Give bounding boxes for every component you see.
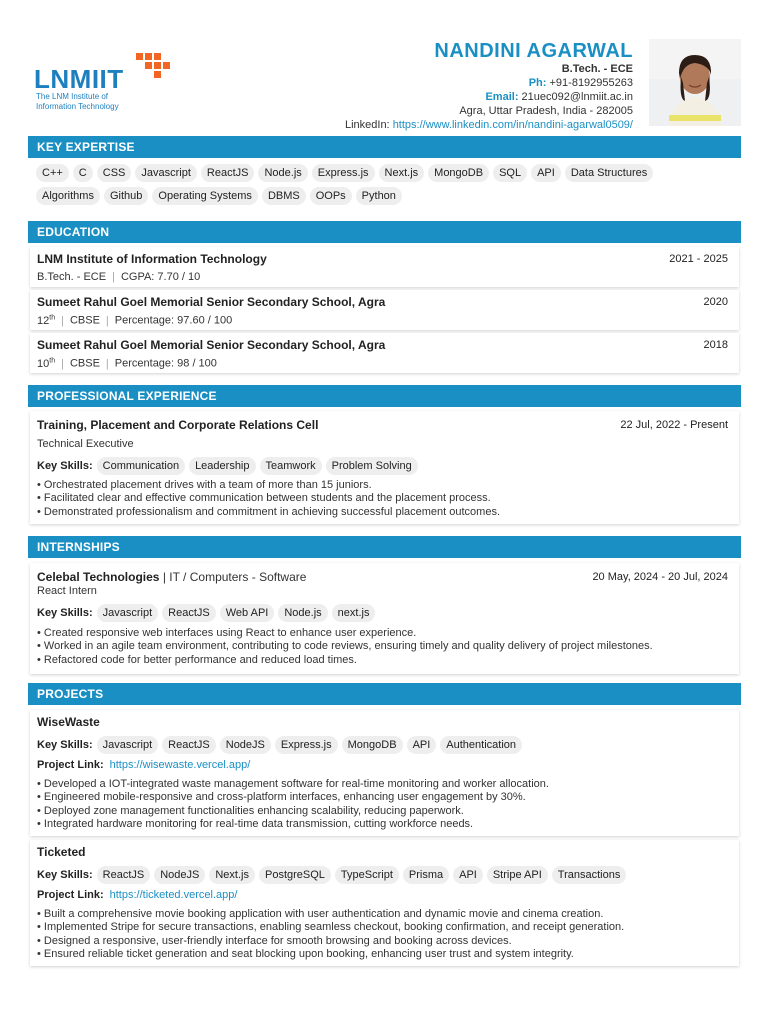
bullet-point: • Built a comprehensive movie booking application with user authentication and dynamic movie and cinema creation. — [37, 908, 604, 920]
experience-org: Training, Placement and Corporate Relations Cell — [37, 418, 319, 432]
section-projects: PROJECTS — [28, 683, 741, 705]
skill-chip: Leadership — [189, 457, 255, 475]
skill-chip: Github — [104, 187, 148, 205]
experience-role: Technical Executive — [37, 438, 134, 450]
skill-chip: API — [453, 866, 483, 884]
internship-bullets — [37, 627, 653, 667]
bullet-point: • Implemented Stripe for secure transactions, enabling seamless checkout, booking confirmation, and receipt generation. — [37, 921, 625, 934]
skill-chip: Algorithms — [36, 187, 100, 205]
skill-chip: Node.js — [278, 604, 327, 622]
phone-value: +91-8192955263 — [549, 77, 633, 89]
skill-chip: NodeJS — [220, 736, 271, 754]
separator: | — [105, 314, 109, 327]
profile-photo — [649, 39, 741, 126]
internship-heading — [37, 570, 306, 584]
skill-chip: NodeJS — [154, 866, 205, 884]
section-key-expertise: KEY EXPERTISE — [28, 136, 741, 158]
skill-chip: Web API — [220, 604, 275, 622]
education-board: CBSE — [69, 357, 100, 370]
internship-key-skills — [37, 604, 379, 627]
linkedin-link[interactable]: https://www.linkedin.com/in/nandini-agarwal0509/ — [392, 119, 633, 131]
project-link-label: Project Link: — [37, 759, 104, 771]
project-key-skills — [37, 866, 630, 889]
separator: | — [61, 357, 64, 370]
project-link[interactable]: https://ticketed.vercel.app/ — [109, 889, 238, 901]
logo-squares-icon — [136, 50, 172, 82]
experience-bullets — [37, 479, 500, 519]
internship-role: React Intern — [37, 585, 97, 597]
logo-text: LNMIIT — [34, 64, 124, 94]
skill-chip: Javascript — [97, 604, 159, 622]
bullet-point: • Engineered mobile-responsive and cross-platform interfaces, enhancing user engagement by 30%. — [37, 791, 526, 804]
internship-domain: | IT / Computers - Software — [162, 570, 307, 584]
key-skills-label: Key Skills: — [37, 460, 93, 472]
skill-chip: ReactJS — [162, 736, 216, 754]
education-score: Percentage: 98 / 100 — [114, 357, 217, 370]
skill-chip: ReactJS — [162, 604, 216, 622]
skill-chip: Express.js — [312, 164, 375, 182]
education-school: Sumeet Rahul Goel Memorial Senior Secondary School, Agra — [37, 295, 386, 309]
skill-chip: Operating Systems — [152, 187, 258, 205]
education-date: 2020 — [703, 296, 728, 308]
lnmiit-logo — [34, 50, 174, 112]
candidate-name: NANDINI AGARWAL — [434, 40, 633, 62]
logo-subtitle — [36, 92, 156, 112]
skill-chip: TypeScript — [335, 866, 399, 884]
email-label: Email: — [485, 91, 519, 103]
skill-chip: MongoDB — [428, 164, 489, 182]
education-score: CGPA: 7.70 / 10 — [120, 271, 201, 283]
skill-chip: Javascript — [97, 736, 159, 754]
project-bullets — [37, 908, 624, 961]
skill-chip: C++ — [36, 164, 69, 182]
skill-chip: Express.js — [275, 736, 338, 754]
expertise-row-1 — [36, 164, 736, 187]
skill-chip: Authentication — [440, 736, 522, 754]
skill-chip: next.js — [332, 604, 376, 622]
skill-chip: Node.js — [258, 164, 307, 182]
separator: | — [112, 271, 115, 283]
skill-chip: Problem Solving — [326, 457, 418, 475]
separator: | — [61, 314, 64, 327]
education-degree: B.Tech. - ECE — [37, 271, 107, 283]
bullet-point: • Orchestrated placement drives with a team of more than 15 juniors. — [37, 479, 372, 491]
email-line — [213, 90, 633, 104]
skill-chip: API — [407, 736, 437, 754]
skill-chip: Transactions — [552, 866, 627, 884]
education-date: 2021 - 2025 — [669, 253, 728, 265]
profile-photo-image — [649, 39, 741, 126]
skill-chip: ReactJS — [201, 164, 255, 182]
skill-chip: MongoDB — [342, 736, 403, 754]
skill-chip: API — [531, 164, 561, 182]
experience-key-skills — [37, 457, 422, 480]
education-board: CBSE — [69, 314, 100, 327]
skill-chip: Prisma — [403, 866, 449, 884]
phone-label: Ph: — [528, 77, 547, 89]
section-internships: INTERNSHIPS — [28, 536, 741, 558]
logo-sub-line-1: The LNM Institute of — [36, 92, 109, 101]
internship-date: 20 May, 2024 - 20 Jul, 2024 — [592, 571, 728, 583]
skill-chip: OOPs — [310, 187, 352, 205]
skill-chip: Stripe API — [487, 866, 548, 884]
key-skills-label: Key Skills: — [37, 739, 93, 751]
skill-chip: Communication — [97, 457, 185, 475]
project-bullets — [37, 778, 549, 831]
linkedin-line — [213, 118, 633, 132]
skill-chip: Javascript — [135, 164, 197, 182]
key-skills-label: Key Skills: — [37, 607, 93, 619]
skill-chip: ReactJS — [97, 866, 151, 884]
project-link-label: Project Link: — [37, 889, 104, 901]
candidate-degree: B.Tech. - ECE — [561, 63, 633, 75]
education-details — [37, 271, 200, 283]
key-skills-label: Key Skills: — [37, 869, 93, 881]
bullet-point: • Deployed zone management functionalities enhancing scalability, reducing paperwork. — [37, 804, 464, 817]
bullet-point: • Demonstrated professionalism and commitment in achieving successful placement outcomes. — [37, 505, 501, 518]
internship-org: Celebal Technologies — [37, 570, 160, 584]
section-education: EDUCATION — [28, 221, 741, 243]
project-name: Ticketed — [37, 845, 86, 859]
contact-block — [213, 40, 633, 132]
bullet-point: • Designed a responsive, user-friendly interface for smooth browsing and booking across devices. — [37, 934, 512, 947]
experience-date: 22 Jul, 2022 - Present — [620, 419, 728, 431]
bullet-point: • Worked in an agile team environment, contributing to code reviews, ensuring timely and quality delivery of project milestones. — [37, 640, 653, 653]
skill-chip: C — [73, 164, 93, 182]
project-link-row — [37, 759, 250, 771]
bullet-point: • Refactored code for better performance and reduced load times. — [37, 653, 357, 666]
skill-chip: DBMS — [262, 187, 306, 205]
skill-chip: Next.js — [379, 164, 425, 182]
education-entry — [30, 247, 739, 287]
resume-header — [0, 0, 768, 130]
education-grade: 12th — [37, 314, 56, 327]
education-details — [37, 357, 217, 370]
education-entry — [30, 333, 739, 373]
skill-chip: PostgreSQL — [259, 866, 331, 884]
education-school: Sumeet Rahul Goel Memorial Senior Secondary School, Agra — [37, 338, 386, 352]
expertise-row-2 — [36, 187, 736, 210]
phone-line — [213, 76, 633, 90]
education-score: Percentage: 97.60 / 100 — [114, 314, 233, 327]
skill-chip: Next.js — [209, 866, 255, 884]
education-details — [37, 314, 232, 327]
bullet-point: • Developed a IOT-integrated waste management software for real-time monitoring and worker allocation. — [37, 778, 549, 790]
project-key-skills — [37, 736, 526, 759]
logo-sub-line-2: Information Technology — [36, 102, 119, 111]
bullet-point: • Integrated hardware monitoring for real-time data transmission, cutting workforce needs. — [37, 817, 474, 830]
skill-chip: Data Structures — [565, 164, 653, 182]
skill-chip: Python — [356, 187, 402, 205]
bullet-point: • Facilitated clear and effective communication between students and the placement process. — [37, 492, 491, 505]
skill-chip: CSS — [97, 164, 132, 182]
linkedin-label: LinkedIn: — [344, 119, 390, 131]
project-name: WiseWaste — [37, 715, 100, 729]
address-line: Agra, Uttar Pradesh, India - 282005 — [459, 105, 633, 117]
separator: | — [105, 357, 109, 370]
education-date: 2018 — [703, 339, 728, 351]
bullet-point: • Ensured reliable ticket generation and seat blocking upon booking, enhancing user trust and system integrity. — [37, 947, 574, 960]
education-grade: 10th — [37, 357, 56, 370]
education-school: LNM Institute of Information Technology — [37, 252, 267, 266]
email-value[interactable]: 21uec092@lnmiit.ac.in — [521, 91, 633, 103]
section-professional-experience: PROFESSIONAL EXPERIENCE — [28, 385, 741, 407]
project-link[interactable]: https://wisewaste.vercel.app/ — [109, 759, 251, 771]
project-link-row — [37, 889, 237, 901]
education-entry — [30, 290, 739, 330]
bullet-point: • Created responsive web interfaces using React to enhance user experience. — [37, 627, 417, 639]
skill-chip: Teamwork — [260, 457, 322, 475]
skill-chip: SQL — [493, 164, 527, 182]
